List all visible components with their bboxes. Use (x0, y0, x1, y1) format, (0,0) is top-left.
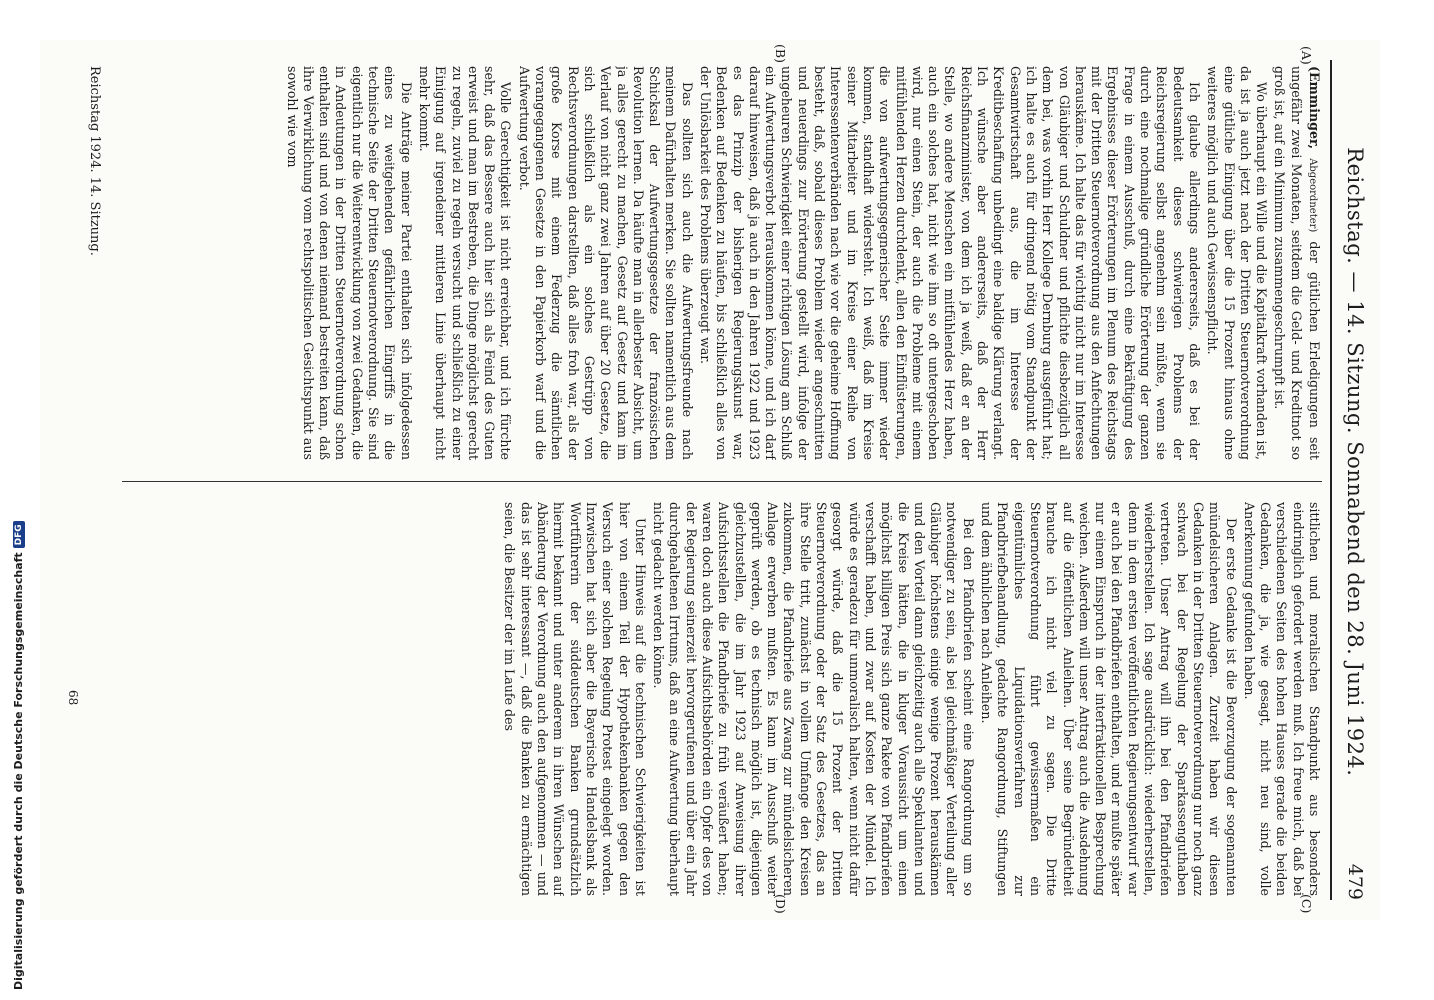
paragraph: der gütlichen Erledigungen seit ungefähr zwei Monaten, seitdem die Geld- und Kreditnot so groß ist, auf ein Minimum zusammengeschrumpft ist. (1272, 66, 1322, 460)
column-divider (122, 481, 1322, 482)
paragraph: Volle Gerechtigkeit ist nicht erreichbar, und ich fürchte sehr, daß das Bessere auch hier sich als Feind des Guten erweist und man im Bestreben, die Dinge möglichst gerecht zu regeln, zuviel zu regeln versucht und schließlich zu einer Einigung auf irgendeiner mittleren Linie überhaupt nicht mehr kommt. (416, 66, 514, 460)
margin-letter-d: (D) (773, 894, 788, 914)
margin-letter-a: (A) (1299, 46, 1314, 65)
digitization-credit (12, 521, 25, 990)
speaker-line (1271, 66, 1322, 460)
folio-number: 68 (66, 690, 80, 706)
running-header (1338, 60, 1372, 900)
paragraph: Wo überhaupt ein Wille und die Kapitalkraft vorhanden ist, da ist ja auch jetzt nach der Dritten Steuernotverordnung eine gütliche Einigung über die 15 Prozent hinaus ohne weiteres möglich und auch Gewissenspflicht. (1205, 66, 1270, 460)
margin-letter-c: (C) (1299, 894, 1314, 914)
page-number: 479 (1344, 863, 1366, 900)
paragraph: Das sollten sich auch die Aufwertungsfreunde nach meinem Dafürhalten merken. Sie sollten namentlich aus dem Schicksal der Aufwertungsgesetze der französischen Revolution lernen. Da häufte man in allerbester Absicht, um ja alles gerecht zu machen, Gesetz auf Gesetz und kam im Verlauf von nicht ganz zwei Jahren auf über 20 Gesetze, die sich schließlich als ein solches Gestrüpp von Rechtsverordnungen darstellten, daß alles froh war, als der große Korse mit einem Federzug die sämtlichen vorangegangenen Gesetze in den Papierkorb warf und die Aufwertung verbot. (516, 66, 695, 460)
page-footer: Reichstag 1924. 14. Sitzung. (87, 66, 102, 256)
header-title: Reichstag. — 14. Sitzung. Sonnabend den 28. Juni 1924. (1343, 147, 1367, 777)
paragraph: Die Anträge meiner Partei enthalten sich infolgedessen eines zu weitgehenden gefährlichen Eingriffs in die technische Seite der Dritten Steuernotverordnung. Sie sind eigentlich nur die Weiterentwicklung von zwei Gedanken, die in Andeutungen in der Dritten Steuernotverordnung schon enthalten sind und von denen niemand bestreiten kann, daß ihre Verwirklichung vom rechtspolitischen Gesichtspunkt aus sowohl wie vom (284, 66, 414, 460)
margin-letter-b: (B) (773, 44, 788, 63)
dfg-logo: DFG (13, 521, 25, 548)
credit-text: Digitalisierung gefördert durch die Deutsche Forschungsgemeinschaft (12, 552, 25, 990)
paragraph: Bei den Pfandbriefen scheint eine Rangordnung um so notwendiger zu sein, als bei gleichmäßiger Verteilung aller Gläubiger höchstens einige wenige Prozent herauskämen und den Vorteil dann gleichzeitig auch alle Spekulanten und die Kreise hätten, die in kluger Voraussicht um einen möglichst billigen Preis sich ganze Pakete von Pfandbriefen verschafft haben, und zwar auf Kosten der Mündel. Ich würde es geradezu für unmoralisch halten, wenn nicht dafür gesorgt würde, daß die 15 Prozent der Dritten Steuernotverordnung oder der Satz des Gesetzes, das an ihre Stelle tritt, zunächst in vollem Umfange den Kreisen zukommen, die Pfandbriefe aus Zwang zur mündelsicheren Anlage erwerben mußten. Es kann im Ausschuß weiter geprüft werden, ob es technisch möglich ist, diejenigen gleichzustellen, die im Jahr 1923 auf Anweisung ihrer Aufsichtsstellen die Pfandbriefe zu früh veräußert haben; waren doch auch diese Aufsichtsbehörden ein Opfer des von der Regierung seinerzeit hervorgerufenen und über ein Jahr durchgehaltenen Irrtums, daß an eine Aufwertung überhaupt nicht gedacht werden könne. (651, 502, 976, 896)
paragraph: sittlichen und moralischen Standpunkt aus besonders eindringlich gefordert werden muß. Ich freue mich, daß bei verschiedenen Seiten des hohen Hauses gerade die beiden Gedanken, die ja, wie gesagt, nicht neu sind, volle Anerkennung gefunden haben. (1241, 502, 1322, 896)
paragraph: Unter Hinweis auf die technischen Schwierigkeiten ist hier von einem Teil der Hypothekenbanken gegen den Versuch einer solchen Regelung Protest eingelegt worden. Inzwischen hat sich aber die Bayerische Handelsbank als Wortführerin der süddeutschen Banken grundsätzlich hiermit bekannt und unter anderem in ihren Wünschen auf Abänderung der Verordnung auch den aufgenommen — und das ist sehr interessant —, daß die Banken zu ermächtigen seien, die Besitzer der im Laufe des (502, 502, 648, 896)
speaker-name: (Emminger, (1307, 66, 1322, 150)
right-column (112, 502, 1322, 896)
paragraph: Der erste Gedanke ist die Bevorzugung der sogenannten mündelsicheren Anlagen. Zurzeit haben wir diesen Gedanken in der Dritten Steuernotverordnung nur noch ganz schwach bei der Regelung der Sparkassenguthaben vertreten. Unser Antrag will ihn bei den Pfandbriefen wiederherstellen. Ich sage ausdrücklich: wiederherstellen, denn in dem ersten veröffentlichten Regierungsentwurf war er auch bei den Pfandbriefen enthalten, und er mußte später nur einem Einspruch in der interfraktionellen Besprechung weichen. Außerdem will unser Antrag auch die Ausdehnung auf die öffentlichen Anleihen. Über seine Begründetheit brauche ich nicht viel zu sagen. Die Dritte Steuernotverordnung führt gewissermaßen ein eigentümliches Liquidationsverfahren zur Pfandbriefbehandlung, gedachte Rangordnung, Stiftungen und dem ähnlichen nach Anleihen. (979, 502, 1239, 896)
paragraph: Ich glaube allerdings andererseits, daß es bei der Bedeutsamkeit dieses schwierigen Problems der Reichsregierung selbst angenehm sein müßte, wenn sie durch eine nochmalige gründliche Erörterung der ganzen Frage in einem Ausschuß, durch eine Bekräftigung des Ergebnisses dieser Erörterungen im Plenum des Reichstags mit der Dritten Steuernotverordnung aus den Anfechtungen herauskäme. Ich halte das für wichtig nicht nur im Interesse von Gläubiger und Schuldner und pflichte diesbezüglich all dem bei, was vorhin Herr Kollege Dernburg ausgeführt hat; ich halte es auch für dringend nötig vom Standpunkt der Gesamtwirtschaft aus, die im Interesse der Kreditbeschaffung unbedingt eine baldige Klärung verlangt. Ich wünsche aber andererseits, daß der Herr Reichsfinanzminister, von dem ich ja weiß, daß er an der Stelle, wo andere Menschen ein mitfühlendes Herz haben, auch ein solches hat, nicht wie ihm so oft untergeschoben wird, nur einen Stein, der auch die Probleme mit einem mitfühlenden Herzen durchdenkt, allen den Einflüsterungen, die von aufwertungsgegnerischer Seite immer wieder kommen, standhaft widersteht. Ich weiß, daß im Kreise seiner Mitarbeiter und im Kreise einer Reihe von Interessentenverbänden nach wie vor die geheime Hoffnung besteht, daß, sobald dieses Problem wieder angeschnitten und neuerdings zur Erörterung gestellt wird, infolge der ungeheuren Schwierigkeit einer richtigen Lösung am Schluß ein Aufwertungsverbot herauskommen könne, und ich darf darauf hinweisen, daß ja auch in den Jahren 1922 und 1923 es das Prinzip der bisherigen Regierungskunst war, Bedenken auf Bedenken zu häufen, bis schließlich alles von der Unlösbarkeit des Problems überzeugt war. (698, 66, 1202, 460)
header-rule (1330, 60, 1332, 900)
speaker-role: Abgeordneter) (1307, 158, 1318, 233)
left-column (112, 66, 1322, 460)
scanned-page (40, 40, 1380, 920)
